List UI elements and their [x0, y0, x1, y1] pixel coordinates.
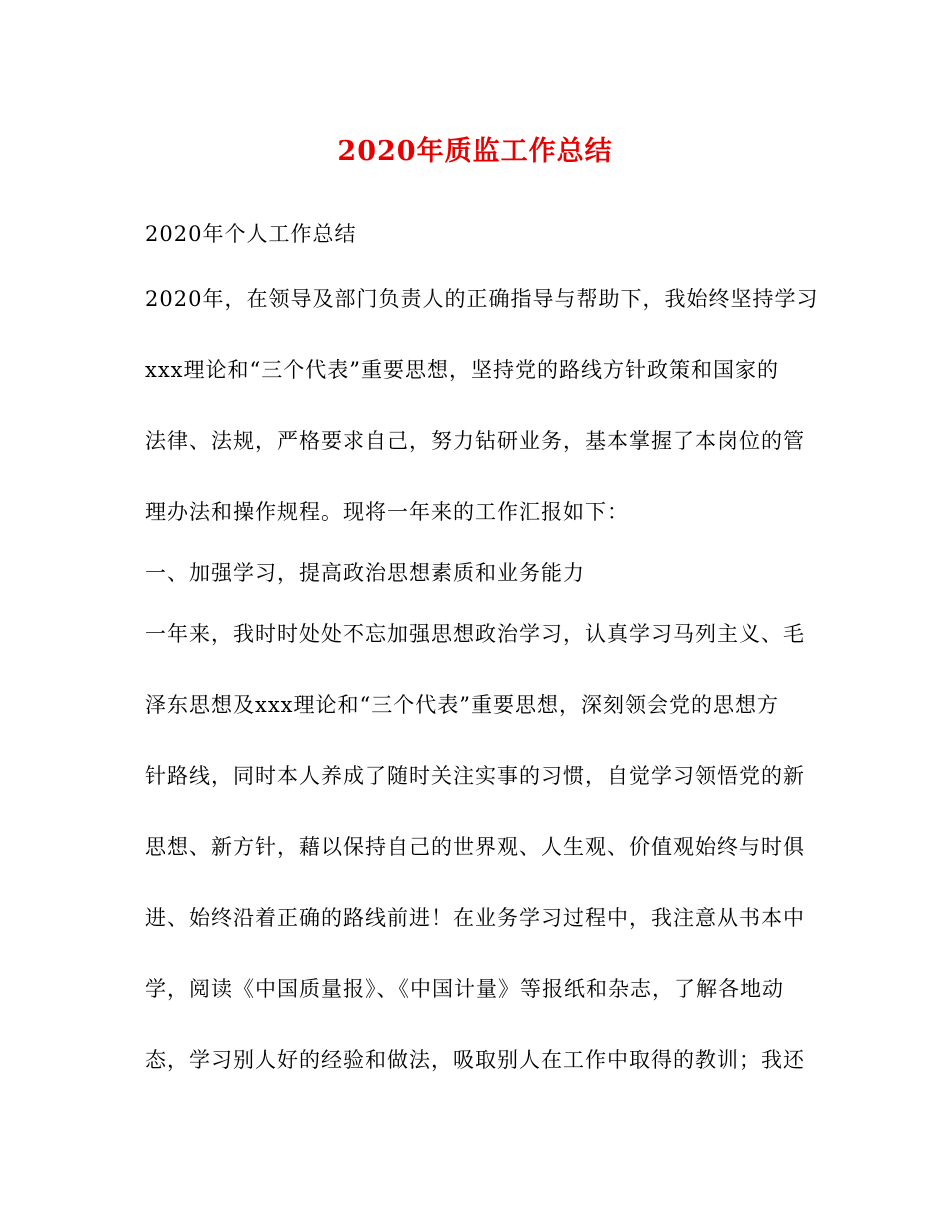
- paragraph-line: 针路线，同时本人养成了随时关注实事的习惯，自觉学习领悟党的新: [145, 764, 805, 788]
- paragraph-line: 一年来，我时时处处不忘加强思想政治学习，认真学习马列主义、毛: [145, 622, 805, 646]
- section-heading: 一、加强学习，提高政治思想素质和业务能力: [145, 561, 585, 585]
- paragraph-line: 进、始终沿着正确的路线前进！在业务学习过程中，我注意从书本中: [145, 906, 805, 930]
- paragraph-line: xxx理论和“三个代表”重要思想，坚持党的路线方针政策和国家的: [145, 358, 779, 382]
- paragraph-line: 泽东思想及xxx理论和“三个代表”重要思想，深刻领会党的思想方: [145, 693, 779, 717]
- paragraph-line: 理办法和操作规程。现将一年来的工作汇报如下：: [145, 500, 629, 524]
- paragraph-line: 2020年，在领导及部门负责人的正确指导与帮助下，我始终坚持学习: [145, 287, 819, 311]
- paragraph-line: 态，学习别人好的经验和做法，吸取别人在工作中取得的教训；我还: [145, 1048, 805, 1072]
- paragraph-line: 思想、新方针，藉以保持自己的世界观、人生观、价值观始终与时俱: [145, 835, 805, 859]
- paragraph-line: 学，阅读《中国质量报》、《中国计量》等报纸和杂志，了解各地动: [145, 977, 784, 1001]
- document-title: 2020年质监工作总结: [337, 136, 613, 167]
- subtitle-line: 2020年个人工作总结: [145, 222, 357, 246]
- paragraph-line: 法律、法规，严格要求自己，努力钻研业务，基本掌握了本岗位的管: [145, 429, 805, 453]
